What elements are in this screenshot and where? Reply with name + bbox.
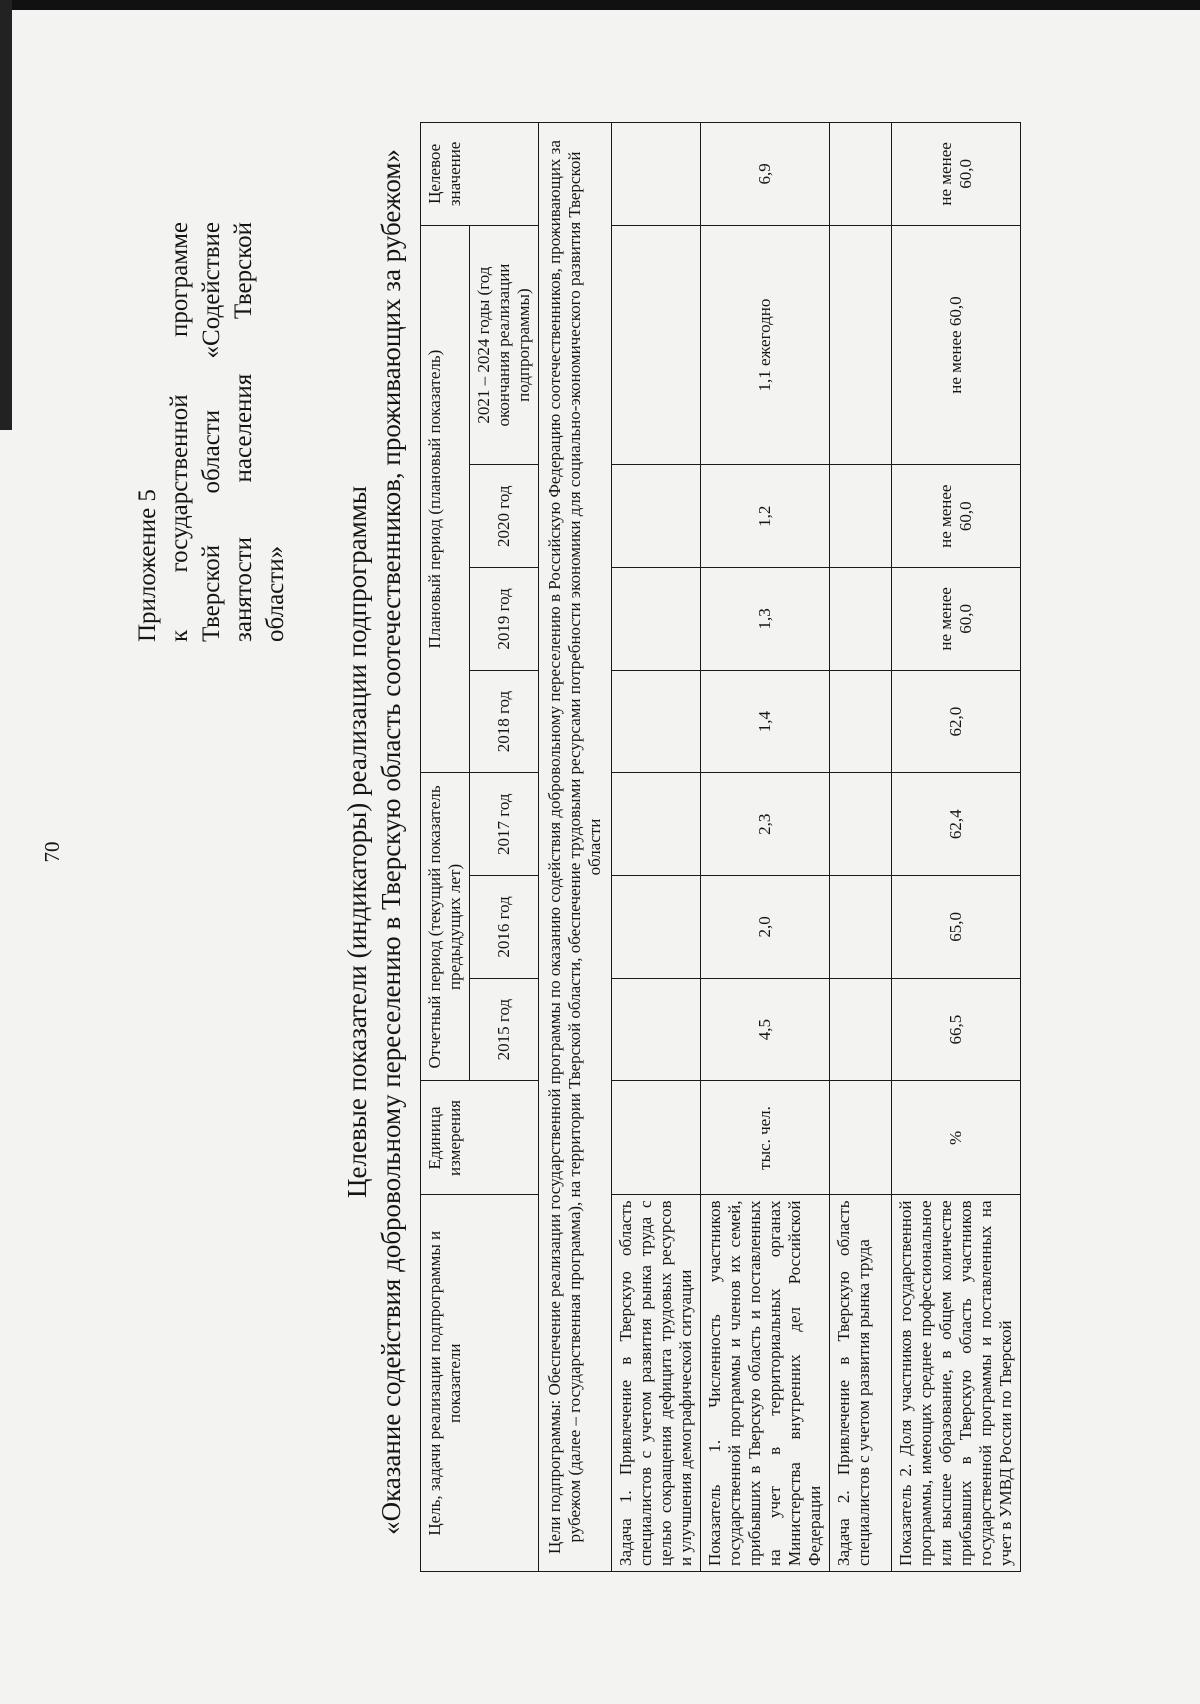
header-reporting-period: Отчетный период (текущий показатель предыдущих лет) (421, 773, 470, 1081)
appendix-word: «Содействие (198, 222, 225, 359)
goal-row (539, 123, 612, 1572)
row-name: Задача 1. Привлечение в Тверскую область специалистов с учетом развития рынка труда с целью сокращения дефицита трудовых ресурсов и улучшения демографической ситуации (612, 1195, 701, 1572)
appendix-line-3 (196, 222, 228, 642)
row-name: Показатель 1. Численность участников государственной программы и членов их семей, прибывших в Тверскую область и поставленных на учет в территориальных органах Министерства внутренних дел Российской Федерации (701, 1195, 830, 1572)
document-title (340, 72, 408, 1612)
header-year: 2018 год (470, 670, 539, 773)
cell-value: 2,0 (701, 876, 830, 979)
appendix-word: Тверской (198, 544, 225, 642)
table-row (830, 123, 892, 1572)
cell-value: не менее 60,0 (892, 465, 1021, 568)
cell-value: не менее 60,0 (892, 568, 1021, 671)
cell-value: 4,5 (701, 978, 830, 1081)
cell-value: 66,5 (892, 978, 1021, 1081)
goal-text: Цели подпрограммы: Обеспечение реализации государственной программы по оказанию содействия добровольному переселению в Российскую Федерацию соотечественников, проживающих за рубежом (далее – государственная программа), на территории Тверской области, обеспечение трудовыми ресурсами потребности экономики для социально-экономического развития Тверской области (539, 123, 612, 1572)
appendix-line-5: области» (262, 545, 289, 642)
header-row-1 (421, 123, 470, 1572)
row-unit (612, 1081, 701, 1195)
cell-value (612, 568, 701, 671)
header-unit: Единица измерения (421, 1081, 539, 1195)
cell-value: 1,3 (701, 568, 830, 671)
appendix-line-4 (228, 222, 260, 642)
page-number: 70 (40, 841, 64, 863)
header-year: 2016 год (470, 876, 539, 979)
cell-value (830, 978, 892, 1081)
cell-value (830, 225, 892, 465)
cell-value: 62,0 (892, 670, 1021, 773)
appendix-line-1: Приложение 5 (134, 489, 161, 642)
cell-value (612, 876, 701, 979)
appendix-word: к (166, 629, 193, 642)
cell-value (830, 568, 892, 671)
appendix-block (132, 222, 292, 642)
header-year: 2015 год (470, 978, 539, 1081)
cell-target (612, 123, 701, 226)
appendix-word: населения (230, 373, 257, 483)
cell-value: 2,3 (701, 773, 830, 876)
header-year: 2019 год (470, 568, 539, 671)
appendix-word: государственной (166, 394, 193, 573)
cell-value (612, 465, 701, 568)
row-name: Показатель 2. Доля участников государственной программы, имеющих среднее профессиональное или высшее образование, в общем количестве прибывших в Тверскую область участников государственной программы и поставленных на учет в УМВД России по Тверской (892, 1195, 1021, 1572)
cell-value: 1,1 ежегодно (701, 225, 830, 465)
cell-target: 6,9 (701, 123, 830, 226)
row-unit: % (892, 1081, 1021, 1195)
cell-value (612, 978, 701, 1081)
cell-target: не менее 60,0 (892, 123, 1021, 226)
appendix-word: области (198, 409, 225, 494)
header-year: 2017 год (470, 773, 539, 876)
title-line-2: «Оказание содействия добровольному переселению в Тверскую область соотечественников, проживающих за рубежом» (376, 149, 406, 1535)
cell-value: 1,4 (701, 670, 830, 773)
cell-value (830, 465, 892, 568)
row-name: Задача 2. Привлечение в Тверскую область специалистов с учетом развития рынка труда (830, 1195, 892, 1572)
appendix-word: программе (166, 222, 193, 337)
header-goal: Цель, задачи реализации подпрограммы и показатели (421, 1195, 539, 1572)
appendix-word: занятости (230, 537, 257, 642)
cell-value (830, 773, 892, 876)
header-year: 2020 год (470, 465, 539, 568)
table-row (892, 123, 1021, 1572)
cell-value (612, 225, 701, 465)
cell-value: 62,4 (892, 773, 1021, 876)
cell-value (612, 670, 701, 773)
row-unit: тыс. чел. (701, 1081, 830, 1195)
cell-target (830, 123, 892, 226)
indicators-table (420, 122, 1021, 1572)
cell-value: 65,0 (892, 876, 1021, 979)
title-line-1: Целевые показатели (индикаторы) реализации подпрограммы (342, 486, 372, 1198)
header-year: 2021 – 2024 годы (год окончания реализации подпрограммы) (470, 225, 539, 465)
cell-value (830, 670, 892, 773)
row-unit (830, 1081, 892, 1195)
rotated-sheet (40, 52, 1200, 1652)
cell-value (612, 773, 701, 876)
cell-value: не менее 60,0 (892, 225, 1021, 465)
cell-value: 1,2 (701, 465, 830, 568)
appendix-word: Тверской (230, 222, 257, 320)
header-planned-period: Плановый период (плановый показатель) (421, 225, 470, 773)
appendix-line-2 (164, 222, 196, 642)
header-target-value: Целевое значение (421, 123, 539, 226)
table-row (701, 123, 830, 1572)
cell-value (830, 876, 892, 979)
table-row (612, 123, 701, 1572)
